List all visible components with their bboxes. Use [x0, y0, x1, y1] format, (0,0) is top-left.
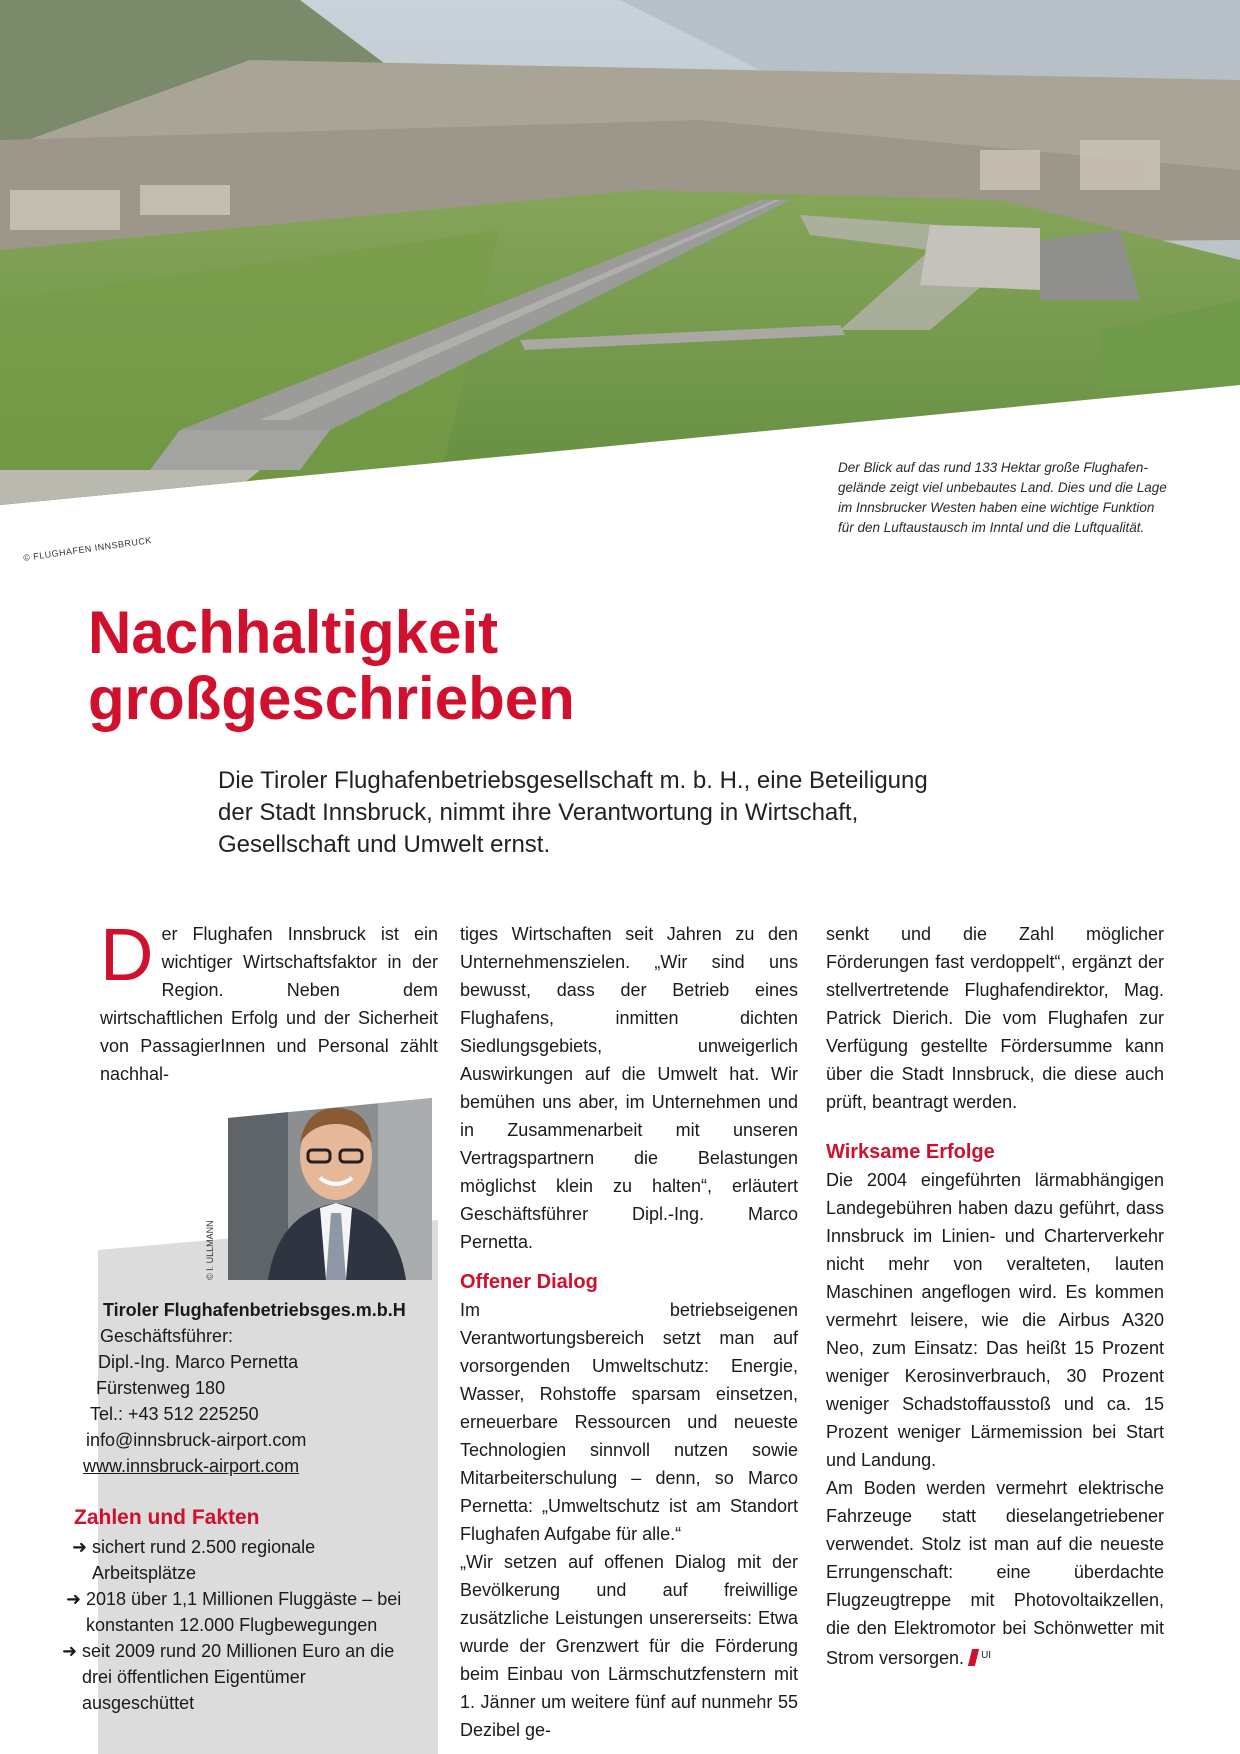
- title-line-2: großgeschrieben: [88, 665, 575, 732]
- contact-street: Fürstenweg 180: [96, 1378, 226, 1398]
- fact-item: ➜ 2018 über 1,1 Millionen Fluggäste – bei konstanten 12.000 Flugbewegungen: [62, 1586, 418, 1638]
- arrow-right-icon: ➜: [62, 1641, 78, 1661]
- contact-email[interactable]: info@innsbruck-airport.com: [86, 1430, 307, 1450]
- contact-role: Geschäftsführer:: [100, 1326, 234, 1346]
- article-paragraph: Die 2004 eingeführten lärmabhängigen Landegebühren haben dazu geführt, dass Innsbruck im Linien- und Charterverkehr nicht mehr von veralteten, lauten Maschinen angeflogen wird. Es kommen vermehrt leisere, wie die Airbus A320 Neo, zum Einsatz: Das heißt 15 Prozent weniger Kerosinverbrauch, 30 Prozent weniger Schadstoffausstoß und ca. 15 Prozent weniger Lärmemission bei Start und Landung.: [826, 1170, 1164, 1470]
- arrow-right-icon: ➜: [66, 1589, 82, 1609]
- article-paragraph: Im betriebseigenen Verantwortungsbereich setzt man auf vorsorgenden Umweltschutz: Energie, Wasser, Rohstoffe sparsam einsetzen, erneuerbare Ressourcen und neueste Technologien sinnvoll nutzen sowie Mitarbeiterschulung – denn, so Marco Pernetta: „Umweltschutz ist am Standort Flughafen Aufgabe für alle.“: [460, 1300, 798, 1544]
- portrait-photo: [228, 1098, 432, 1280]
- contact-name: Dipl.-Ing. Marco Pernetta: [98, 1352, 299, 1372]
- end-mark-icon: [968, 1649, 979, 1666]
- subheading-offener-dialog: Offener Dialog: [460, 1271, 598, 1293]
- hero-photo-credit: © FLUGHAFEN INNSBRUCK: [22, 535, 153, 563]
- author-initials: UI: [981, 1650, 992, 1661]
- drop-cap: D: [100, 913, 154, 996]
- article-column-1: [100, 913, 438, 1088]
- contact-block: [78, 1297, 438, 1479]
- title-line-1: Nachhaltigkeit: [88, 599, 499, 666]
- facts-list: [58, 1534, 418, 1716]
- contact-company: Tiroler Flughafenbetriebsges.m.b.H: [103, 1300, 406, 1320]
- contact-phone: Tel.: +43 512 225250: [90, 1404, 259, 1424]
- page-title: [88, 600, 788, 732]
- article-column-3: [826, 920, 1164, 1672]
- arrow-right-icon: ➜: [72, 1537, 88, 1557]
- facts-heading: Zahlen und Fakten: [74, 1506, 260, 1529]
- hero-caption: Der Blick auf das rund 133 Hektar große Flughafengelände zeigt viel unbebautes Land. Dies und die Lage im Innsbrucker Westen haben eine wichtige Funktion für den Luftaustausch im Inntal und die Luftqualität.: [838, 460, 1167, 535]
- fact-item: ➜ sichert rund 2.500 regionale Arbeitsplätze: [68, 1534, 418, 1586]
- contact-website-link[interactable]: www.innsbruck-airport.com: [83, 1456, 300, 1476]
- lead-paragraph: Die Tiroler Flughafenbetriebsgesellschaft m. b. H., eine Beteiligung der Stadt Innsbruck, nimmt ihre Verantwortung in Wirtschaft, Gesellschaft und Umwelt ernst.: [218, 767, 928, 858]
- article-intro: Der Flughafen Innsbruck ist ein wichtiger Wirtschaftsfaktor in der Region. Neben dem wirtschaftlichen Erfolg und der Sicherheit von PassagierInnen und Personal zählt nachhal-: [100, 913, 438, 1084]
- article-paragraph: senkt und die Zahl möglicher Förderungen fast verdoppelt“, ergänzt der stellvertretende Flughafendirektor, Mag. Patrick Dierich. Die vom Flughafen zur Verfügung gestellte Fördersumme kann über die Stadt Innsbruck, die diese auch prüft, beantragt werden.: [826, 924, 1164, 1112]
- article-column-2: [460, 920, 798, 1744]
- fact-item: ➜ seit 2009 rund 20 Millionen Euro an die drei öffentlichen Eigentümer ausgeschüttet: [58, 1638, 418, 1716]
- article-paragraph: tiges Wirtschaften seit Jahren zu den Unternehmenszielen. „Wir sind uns bewusst, dass der Betrieb eines Flughafens, inmitten dichten Siedlungsgebiets, unweigerlich Auswirkungen auf die Umwelt hat. Wir bemühen uns aber, im Unternehmen und in Zusammenarbeit mit unseren Vertragspartnern die Belastungen möglichst klein zu halten“, erläutert Geschäftsführer Dipl.-Ing. Marco Pernetta.: [460, 924, 798, 1252]
- article-paragraph: „Wir setzen auf offenen Dialog mit der Bevölkerung und auf freiwillige zusätzliche Leistungen unsererseits: Etwa wurde der Grenzwert für die Förderung beim Einbau von Lärmschutzfenstern mit 1. Jänner um weitere fünf auf nunmehr 55 Dezibel ge-: [460, 1552, 798, 1740]
- article-paragraph: Am Boden werden vermehrt elektrische Fahrzeuge statt dieselangetriebener verwendet. Stolz ist man auf die neueste Errungenschaft: eine überdachte Flugzeugtreppe mit Photovoltaikzellen, die den Elektromotor bei Schönwetter mit Strom versorgen. $^{UI}$: [826, 1478, 1164, 1668]
- portrait-credit: © I. ULLMANN: [205, 1220, 215, 1280]
- subheading-wirksame-erfolge: Wirksame Erfolge: [826, 1141, 995, 1163]
